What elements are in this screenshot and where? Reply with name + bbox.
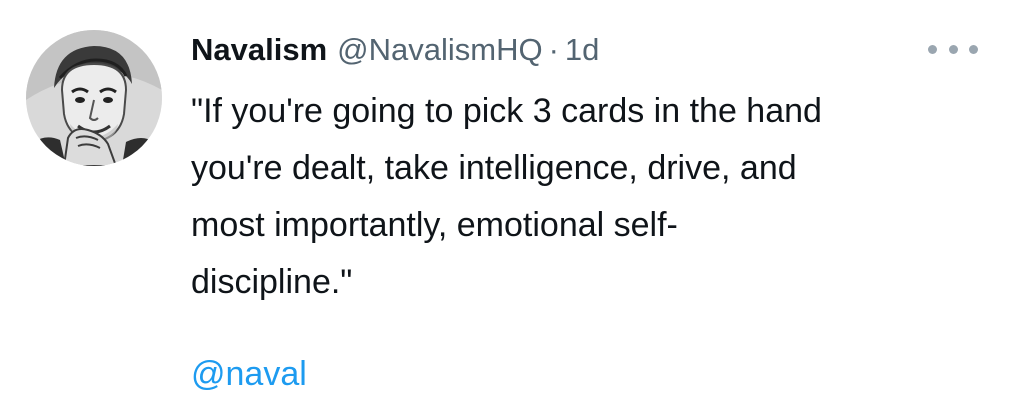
more-dot <box>949 45 958 54</box>
author-handle[interactable]: @NavalismHQ <box>337 32 543 67</box>
tweet-timestamp[interactable]: 1d <box>564 32 600 67</box>
author-name[interactable]: Navalism <box>191 32 328 67</box>
tweet-text-line: discipline." <box>191 263 353 301</box>
header-separator: · <box>548 32 559 67</box>
more-horizontal-icon[interactable] <box>928 34 978 64</box>
tweet-header <box>191 30 599 70</box>
avatar[interactable] <box>26 30 162 166</box>
more-dot <box>969 45 978 54</box>
tweet-text-line: "If you're going to pick 3 cards in the hand <box>191 92 822 130</box>
more-dot <box>928 45 937 54</box>
tweet-text-line: most importantly, emotional self- <box>191 206 678 244</box>
tweet-text-line: you're dealt, take intelligence, drive, and <box>191 149 797 187</box>
mention-link[interactable]: @naval <box>191 355 307 393</box>
tweet-text <box>191 83 991 311</box>
avatar-sketch <box>26 30 162 166</box>
